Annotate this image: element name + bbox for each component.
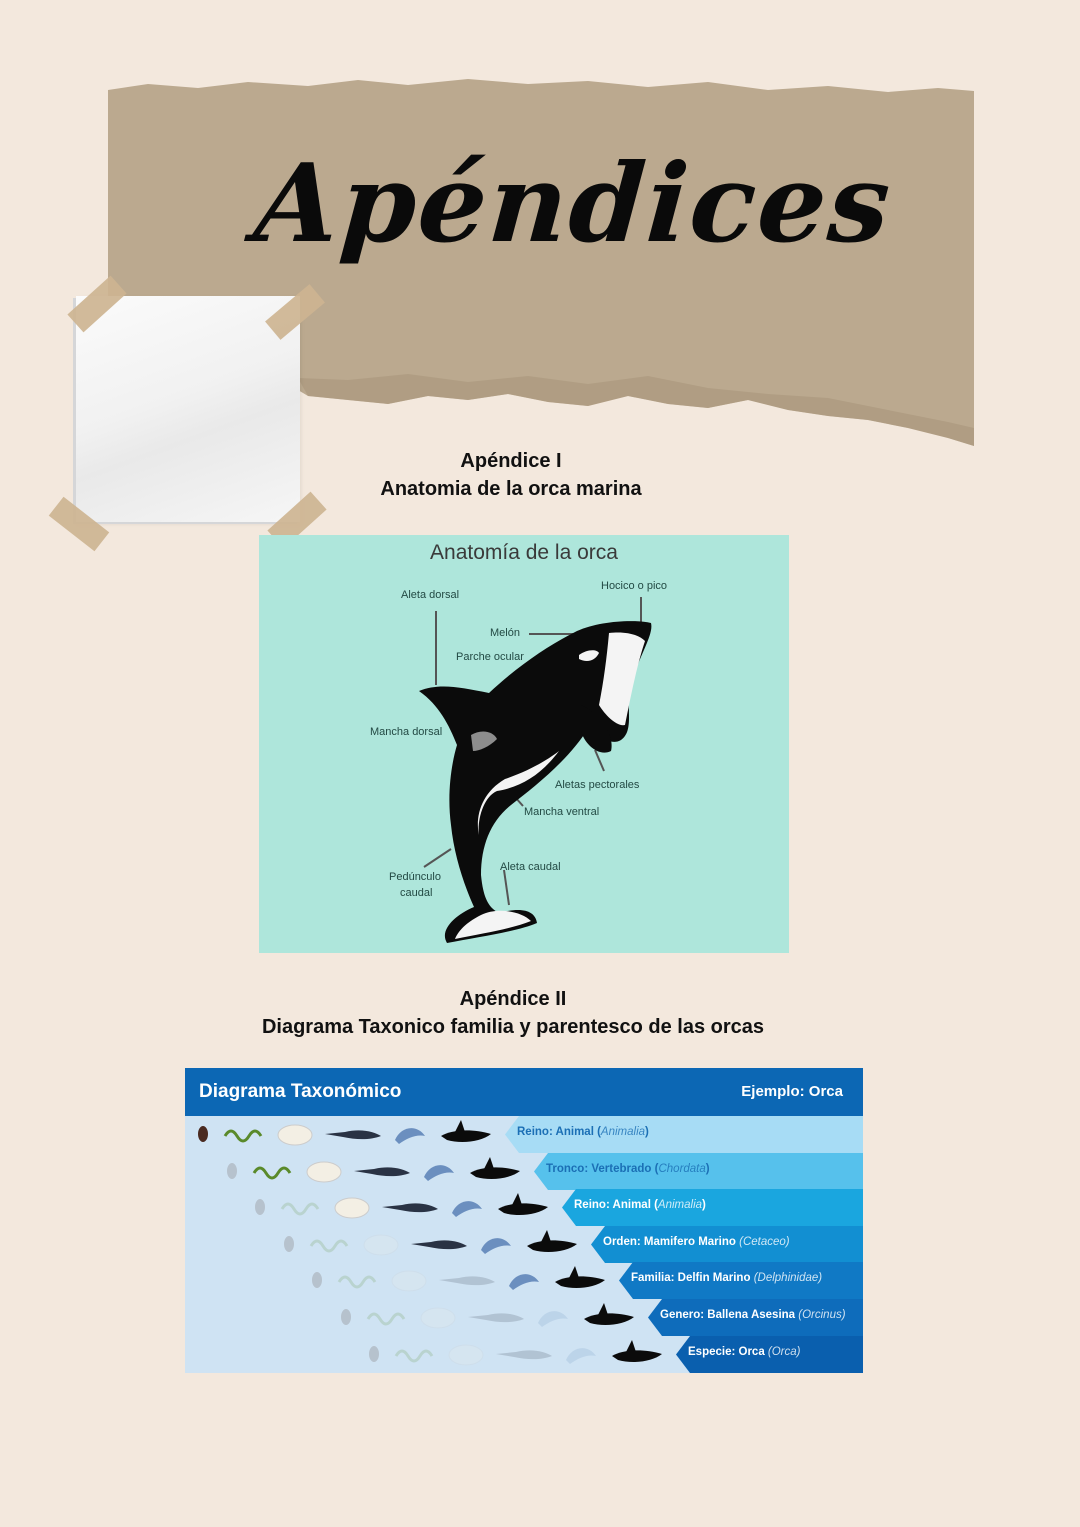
orca-icon (527, 1230, 577, 1252)
label-pedunculo-caudal: caudal (400, 887, 433, 899)
appendix-2-subtitle: Diagrama Taxonico familia y parentesco de las orcas (261, 1016, 765, 1038)
orca-icon (441, 1120, 491, 1142)
snake-icon (282, 1204, 318, 1214)
orca-illustration (259, 535, 789, 953)
snake-icon (311, 1241, 347, 1251)
polar-bear-icon (364, 1235, 398, 1255)
narwhal-icon (325, 1130, 381, 1139)
label-melon: Melón (490, 627, 520, 639)
taxonomy-row (185, 1226, 863, 1263)
beetle-icon (255, 1199, 265, 1215)
scientific-name: (Cetaceo) (739, 1236, 790, 1248)
polar-bear-icon (449, 1345, 483, 1365)
taxonomy-row (185, 1189, 863, 1226)
rank-label: Reino: Animal (Animalia) (517, 1126, 649, 1138)
dolphin-icon (424, 1165, 454, 1181)
snake-icon (225, 1131, 261, 1141)
beetle-icon (284, 1236, 294, 1252)
orca-anatomy-figure (259, 535, 789, 953)
label-mancha-ventral: Mancha ventral (524, 806, 600, 818)
polar-bear-icon (392, 1271, 426, 1291)
dolphin-icon (509, 1274, 539, 1290)
snake-icon (368, 1314, 404, 1324)
beetle-icon (227, 1163, 237, 1179)
label-parche-ocular: Parche ocular (456, 651, 524, 663)
page-title: Apéndices (250, 141, 896, 267)
taxonomy-example: Ejemplo: Orca (741, 1083, 843, 1100)
narwhal-icon (496, 1350, 552, 1359)
scientific-name: Animalia (600, 1126, 646, 1138)
narwhal-icon (411, 1240, 467, 1249)
rank-label: Especie: Orca (Orca) (688, 1346, 801, 1358)
dolphin-icon (395, 1128, 425, 1144)
figure-title: Anatomía de la orca (430, 541, 618, 564)
orca-icon (612, 1340, 662, 1362)
orca-icon (584, 1303, 634, 1325)
appendix-2-heading (0, 985, 1053, 1041)
narwhal-icon (354, 1167, 410, 1176)
label-mancha-dorsal: Mancha dorsal (370, 726, 443, 738)
taxonomy-diagram (185, 1068, 863, 1373)
label-aleta-caudal: Aleta caudal (500, 861, 561, 873)
narwhal-icon (439, 1276, 495, 1285)
orca-icon (555, 1266, 605, 1288)
scientific-name: (Orcinus) (798, 1309, 846, 1321)
taxonomy-row (185, 1336, 863, 1373)
taxonomy-header (185, 1068, 863, 1116)
dolphin-icon (566, 1348, 596, 1364)
snake-icon (254, 1168, 290, 1178)
label-aletas-pectorales: Aletas pectorales (555, 779, 640, 791)
appendix-1-heading (0, 447, 1051, 503)
taxonomy-row (185, 1153, 863, 1190)
taxonomy-row (185, 1262, 863, 1299)
polar-bear-icon (421, 1308, 455, 1328)
snake-icon (396, 1351, 432, 1361)
dolphin-icon (452, 1201, 482, 1217)
orca-icon (498, 1193, 548, 1215)
label-hocico: Hocico o pico (601, 580, 668, 592)
label-pedunculo: Pedúnculo (389, 871, 441, 883)
appendix-1-subtitle: Anatomia de la orca marina (380, 478, 642, 500)
scientific-name: Animalia (657, 1199, 703, 1211)
beetle-icon (369, 1346, 379, 1362)
rank-label: Orden: Mamifero Marino (Cetaceo) (603, 1236, 790, 1248)
rank-label: Reino: Animal (Animalia) (574, 1199, 706, 1211)
scientific-name: (Delphinidae) (753, 1272, 823, 1284)
rank-label: Familia: Delfin Marino (Delphinidae) (631, 1272, 823, 1284)
narwhal-icon (468, 1313, 524, 1322)
taxonomy-title: Diagrama Taxonómico (199, 1081, 402, 1102)
snake-icon (339, 1277, 375, 1287)
polar-bear-icon (335, 1198, 369, 1218)
label-aleta-dorsal: Aleta dorsal (401, 589, 460, 601)
dolphin-icon (538, 1311, 568, 1327)
appendix-1-label: Apéndice I (460, 450, 562, 472)
polar-bear-icon (278, 1125, 312, 1145)
beetle-icon (198, 1126, 208, 1142)
appendix-2-label: Apéndice II (459, 988, 567, 1010)
dolphin-icon (481, 1238, 511, 1254)
taxonomy-row (185, 1116, 863, 1153)
rank-label: Genero: Ballena Asesina (Orcinus) (660, 1309, 846, 1321)
rank-label: Tronco: Vertebrado (Chordata) (546, 1163, 710, 1175)
narwhal-icon (382, 1203, 438, 1212)
beetle-icon (341, 1309, 351, 1325)
beetle-icon (312, 1272, 322, 1288)
taxonomy-row (185, 1299, 863, 1336)
polar-bear-icon (307, 1162, 341, 1182)
scientific-name: (Orca) (767, 1346, 801, 1358)
orca-icon (470, 1157, 520, 1179)
scientific-name: Chordata (658, 1163, 706, 1175)
